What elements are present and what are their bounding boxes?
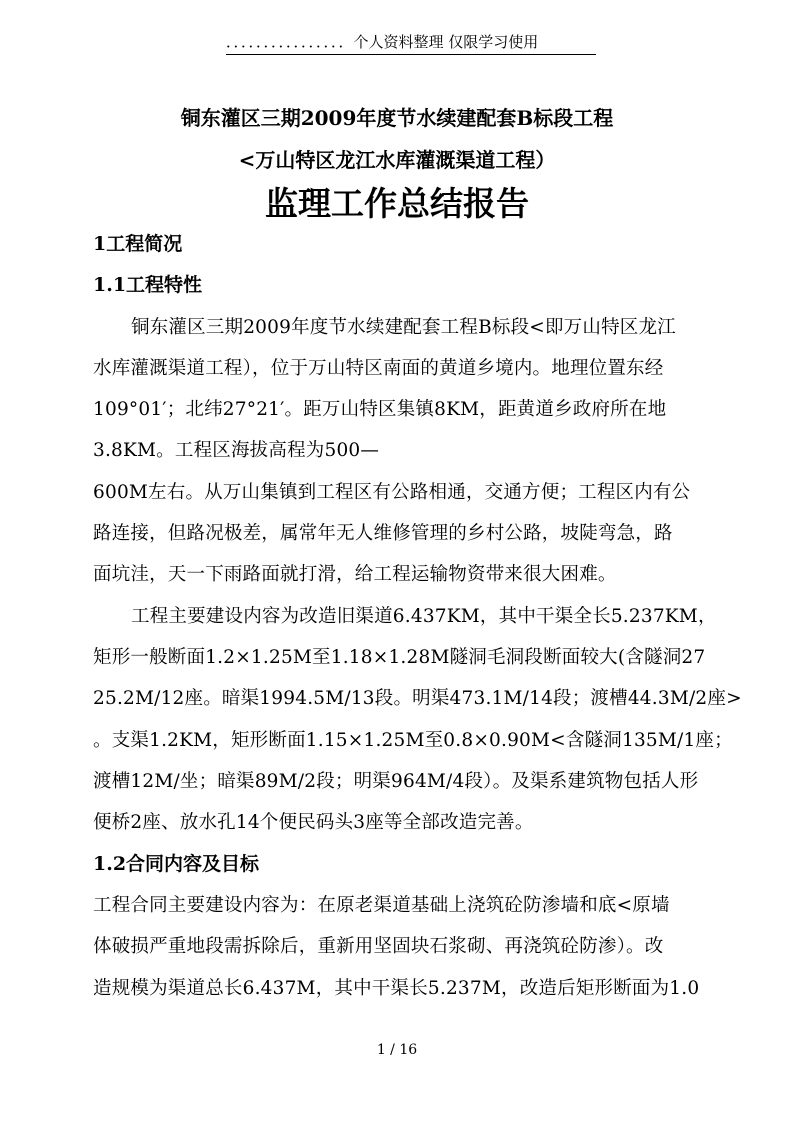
section-1-2-heading: 1.2合同内容及目标	[93, 853, 260, 875]
page-number: 1 / 16	[376, 1042, 418, 1058]
section-1-heading: 1工程简况	[93, 233, 183, 255]
paragraph-line: 600M左右。从万山集镇到工程区有公路相通，交通方便；工程区内有公	[93, 482, 691, 503]
paragraph-line: 铜东灌区三期2009年度节水续建配套工程B标段<即万山特区龙江	[131, 317, 676, 338]
paragraph-line: 工程合同主要建设内容为：在原老渠道基础上浇筑砼防渗墙和底<原墙	[93, 895, 670, 916]
paragraph-line: 造规模为渠道总长6.437M，其中干渠长5.237M，改造后矩形断面为1.0	[93, 978, 700, 999]
paragraph-line: 体破损严重地段需拆除后，重新用坚固块石浆砌、再浇筑砼防渗）。改	[93, 936, 664, 957]
title-line-2: <万山特区龙江水库灌溉渠道工程）	[238, 148, 556, 172]
paragraph-line: 路连接，但路况极差，属常年无人维修管理的乡村公路，坡陡弯急，路	[93, 523, 673, 544]
title-line-1: 铜东灌区三期2009年度节水续建配套B标段工程	[180, 106, 614, 130]
report-title: 监理工作总结报告	[265, 184, 529, 223]
paragraph-line: 矩形一般断面1.2×1.25M至1.18×1.28M隧洞毛洞段断面较大(含隧洞27	[93, 647, 706, 668]
paragraph-line: 。支渠1.2KM，矩形断面1.15×1.25M至0.8×0.90M<含隧洞135M/1座；	[93, 730, 733, 751]
paragraph-line: 水库灌溉渠道工程），位于万山特区南面的黄道乡境内。地理位置东经	[93, 358, 664, 379]
paragraph-line: 3.8KM。工程区海拔高程为500—	[93, 440, 380, 461]
paragraph-line: 渡槽12M/坐；暗渠89M/2段；明渠964M/4段）。及渠系建筑物包括人形	[93, 771, 699, 792]
paragraph-line: 25.2M/12座。暗渠1994.5M/13段。明渠473.1M/14段；渡槽44.3M/2座>	[93, 688, 742, 709]
paragraph-line: 109°01′；北纬27°21′。距万山特区集镇8KM，距黄道乡政府所在地	[93, 399, 667, 420]
section-1-1-heading: 1.1工程特性	[93, 274, 203, 296]
paragraph-line: 面坑洼，天一下雨路面就打滑，给工程运输物资带来很大困难。	[93, 564, 617, 585]
paragraph-line: 便桥2座、放水孔14个便民码头3座等全部改造完善。	[93, 812, 534, 833]
page-header: ．．．．．．．．．．．．．．．．个人资料整理 仅限学习使用	[226, 30, 596, 55]
paragraph-line: 工程主要建设内容为改造旧渠道6.437KM，其中干渠全长5.237KM，	[131, 606, 717, 627]
